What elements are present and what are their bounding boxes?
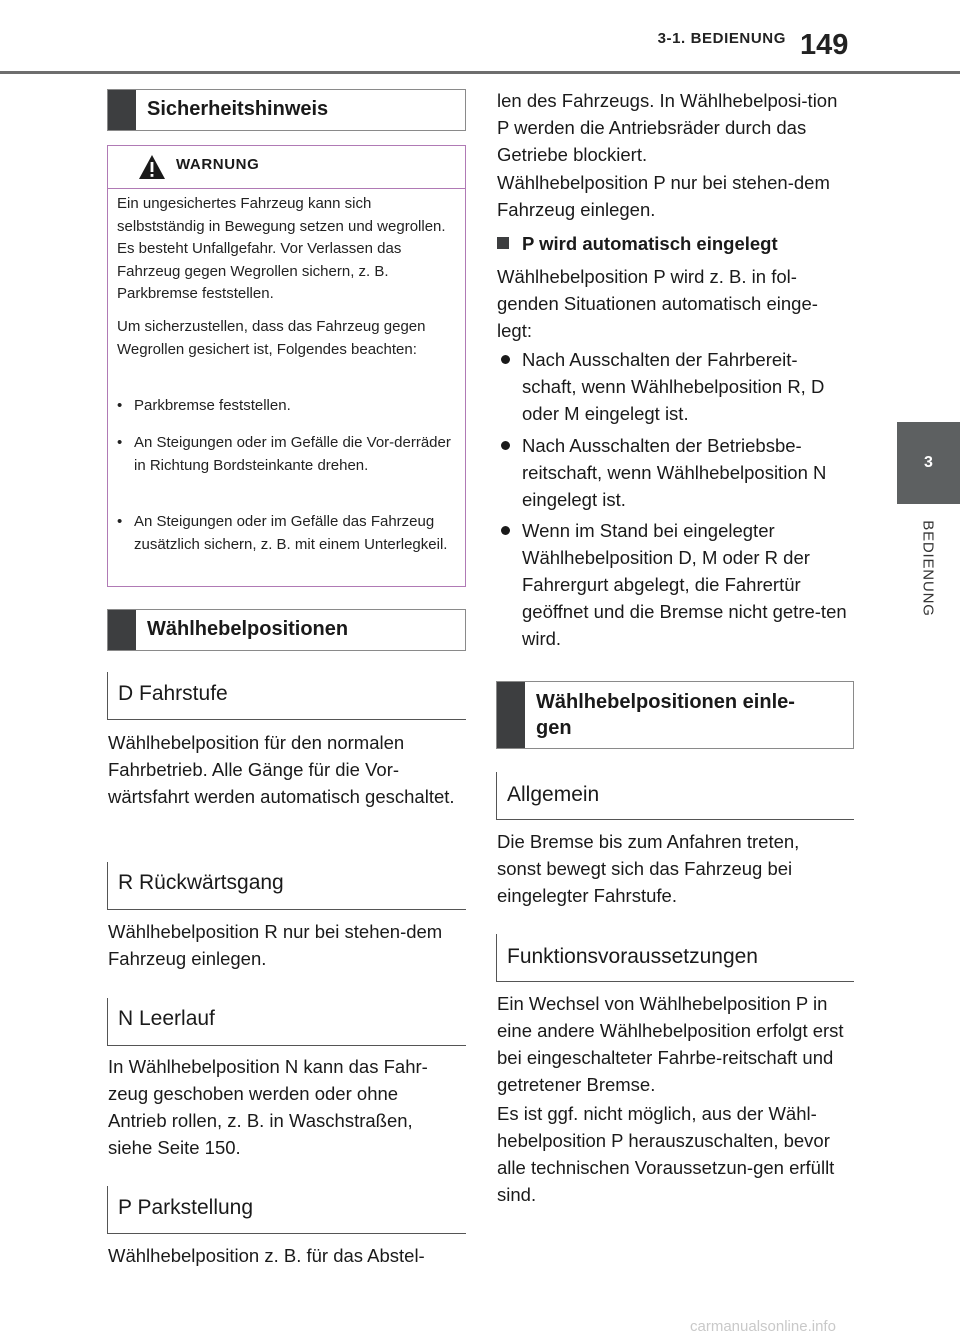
subheading-text: R Rückwärtsgang xyxy=(118,871,284,894)
warning-bullet xyxy=(117,395,457,418)
warning-box xyxy=(107,145,466,587)
bullet-icon xyxy=(501,355,510,364)
section-heading-text: Wählhebelpositionen einle-gen xyxy=(536,691,795,739)
paragraph-n: In Wählhebelposition N kann das Fahr-zeug geschoben werden oder ohne Antrieb rollen, z. B. in Waschstraßen, siehe Seite 150. xyxy=(108,1056,428,1158)
warning-bullet-text: Parkbremse feststellen. xyxy=(134,397,291,414)
subheading-auto-p: P wird automatisch eingelegt xyxy=(522,233,778,254)
subheading-text: Allgemein xyxy=(507,783,600,806)
section-bar xyxy=(497,682,525,748)
section-heading-safety xyxy=(107,89,466,131)
section-heading-positions xyxy=(107,609,466,651)
section-heading-text: Sicherheitshinweis xyxy=(147,98,329,120)
warning-header xyxy=(108,146,465,189)
subheading-square-icon xyxy=(497,237,509,249)
list-item: Nach Ausschalten der Fahrbereit-schaft, wenn Wählhebelposition R, D oder M eingelegt ist. xyxy=(522,349,825,424)
header-rule xyxy=(0,71,960,74)
section-bar xyxy=(108,90,136,130)
page-number: 149 xyxy=(800,29,849,61)
subheading-functions xyxy=(496,934,854,982)
section-heading-engage xyxy=(496,681,854,749)
warning-bullet-text: An Steigungen oder im Gefälle das Fahrzeug zusätzlich sichern, z. B. mit einem Unterlegkeil. xyxy=(134,513,448,553)
bullet-mark: • xyxy=(117,513,123,530)
warning-bullet xyxy=(117,432,457,477)
chapter-tab-number: 3 xyxy=(897,422,960,504)
warning-icon xyxy=(138,154,166,180)
subheading-p xyxy=(107,1186,466,1234)
paragraph-auto-intro: Wählhebelposition P wird z. B. in fol-genden Situationen automatisch einge-legt: xyxy=(497,266,818,341)
list-item: Wenn im Stand bei eingelegter Wählhebelposition D, M oder R der Fahrergurt abgelegt, die Fahrertür geöffnet und die Bremse nicht getre-ten wird. xyxy=(522,520,847,649)
section-bar xyxy=(108,610,136,650)
subheading-n xyxy=(107,998,466,1046)
subheading-r xyxy=(107,862,466,910)
subheading-text: Funktionsvoraussetzungen xyxy=(507,945,758,968)
list-item: Nach Ausschalten der Betriebsbe-reitschaft, wenn Wählhebelposition N eingelegt ist. xyxy=(522,435,827,510)
watermark: carmanualsonline.info xyxy=(690,1318,836,1335)
warning-paragraph-2: Um sicherzustellen, dass das Fahrzeug gegen Wegrollen gesichert ist, Folgendes beachten: xyxy=(117,318,426,358)
warning-paragraph-1: Ein ungesichertes Fahrzeug kann sich selbstständig in Bewegung setzen und wegrollen. Es besteht Unfallgefahr. Vor Verlassen das Fahrzeug gegen Wegrollen sichern, z. B. Parkbremse feststellen. xyxy=(117,195,446,302)
subheading-text: N Leerlauf xyxy=(118,1007,215,1030)
paragraph-functions-2: Es ist ggf. nicht möglich, aus der Wähl-hebelposition P herauszuschalten, bevor alle technischen Voraussetzun-gen erfüllt sind. xyxy=(497,1103,835,1205)
paragraph-p-continued: len des Fahrzeugs. In Wählhebelposi-tion P werden die Antriebsräder durch das Getriebe blockiert. xyxy=(497,90,838,165)
bullet-icon xyxy=(501,441,510,450)
subheading-text: D Fahrstufe xyxy=(118,682,228,705)
section-heading-text: Wählhebelpositionen xyxy=(147,618,349,640)
paragraph-r: Wählhebelposition R nur bei stehen-dem Fahrzeug einlegen. xyxy=(108,921,443,969)
paragraph-general: Die Bremse bis zum Anfahren treten, sonst bewegt sich das Fahrzeug bei eingelegter Fahrstufe. xyxy=(497,831,800,906)
subheading-text: P Parkstellung xyxy=(118,1196,254,1219)
running-header: 3-1. BEDIENUNG xyxy=(657,30,786,47)
warning-title: WARNUNG xyxy=(176,156,260,173)
paragraph-p-start: Wählhebelposition z. B. für das Abstel- xyxy=(108,1245,425,1266)
bullet-mark: • xyxy=(117,434,123,451)
chapter-tab-label-text: BEDIENUNG xyxy=(919,520,937,617)
bullet-icon xyxy=(501,526,510,535)
warning-bullet xyxy=(117,511,457,556)
warning-bullet-text: An Steigungen oder im Gefälle die Vor-derräder in Richtung Bordsteinkante drehen. xyxy=(134,434,451,474)
paragraph-d: Wählhebelposition für den normalen Fahrbetrieb. Alle Gänge für die Vor-wärtsfahrt werden automatisch geschaltet. xyxy=(108,732,455,807)
chapter-tab-label xyxy=(918,500,938,640)
paragraph-functions-1: Ein Wechsel von Wählhebelposition P in eine andere Wählhebelposition erfolgt erst bei eingeschalteter Fahrbe-reitschaft und getretener Bremse. xyxy=(497,993,844,1095)
paragraph-p-second: Wählhebelposition P nur bei stehen-dem Fahrzeug einlegen. xyxy=(497,172,830,220)
bullet-mark: • xyxy=(117,397,123,414)
subheading-d xyxy=(107,672,466,720)
subheading-general xyxy=(496,772,854,820)
